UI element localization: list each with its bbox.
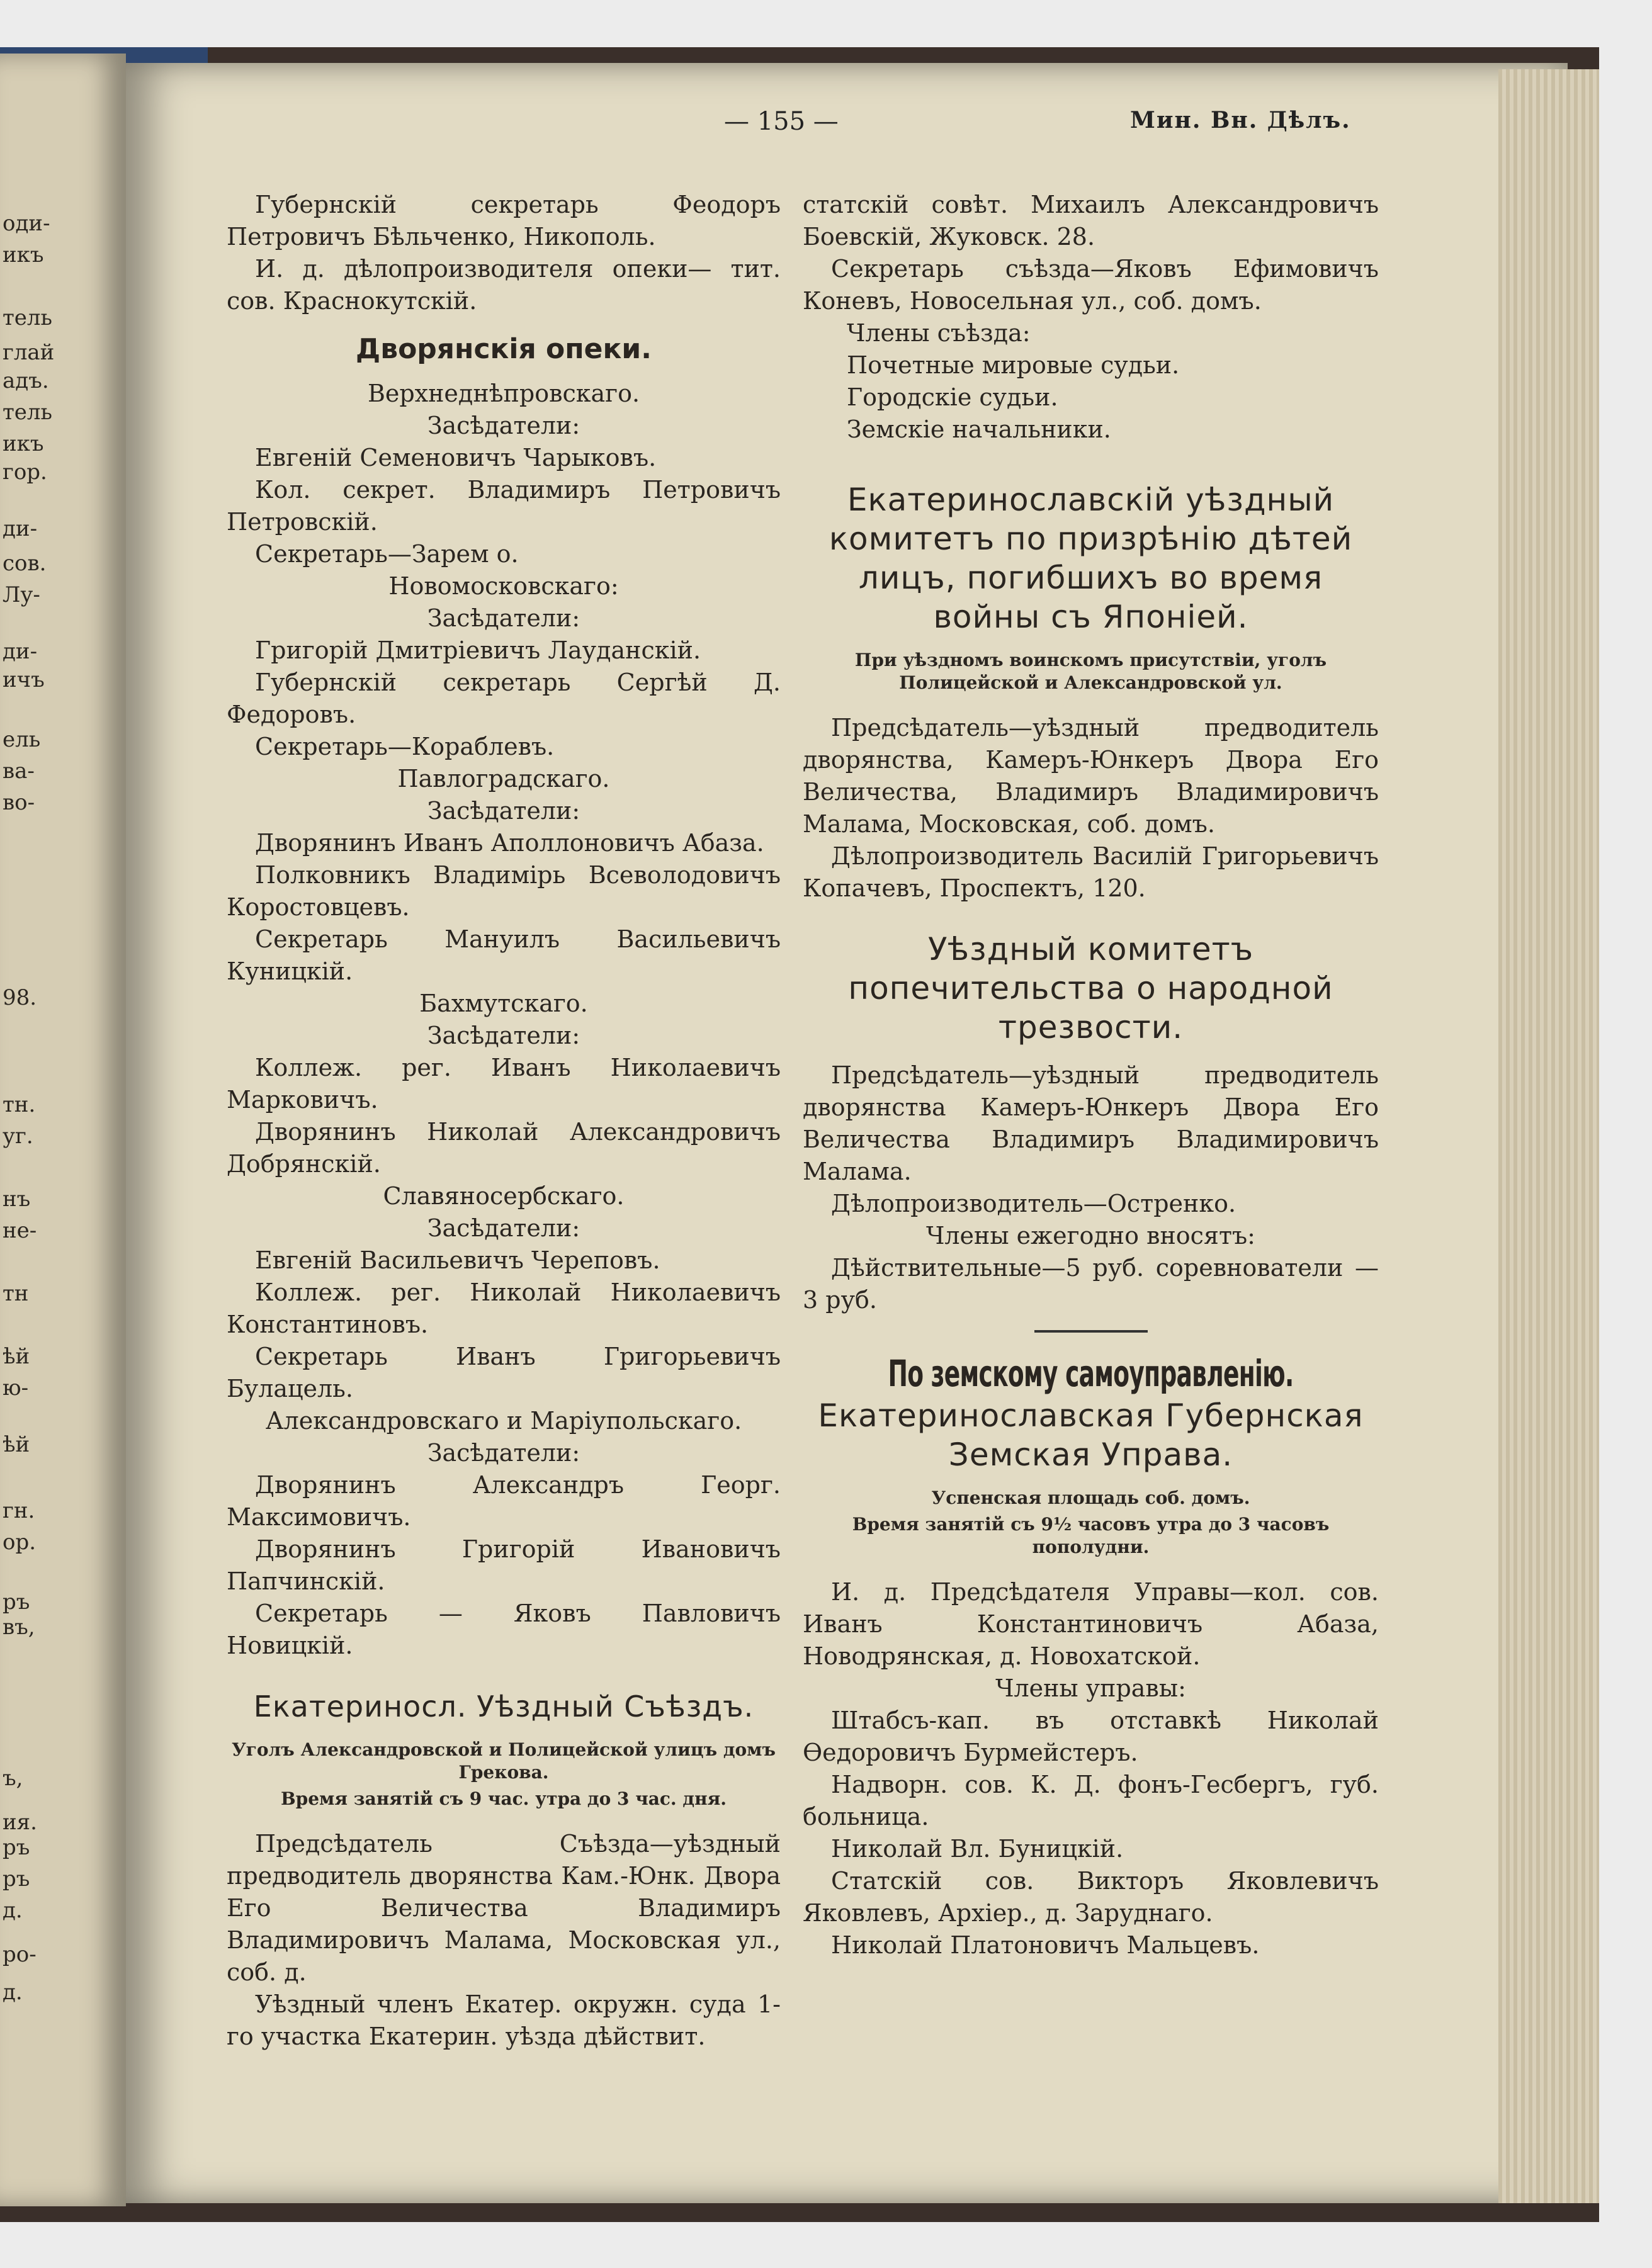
left-page-text-fragment: ди- xyxy=(3,639,38,664)
entry: Николай Вл. Буницкій. xyxy=(831,1835,1124,1863)
entry: Евгеній Васильевичъ Череповъ. xyxy=(255,1246,660,1274)
left-page-text-fragment: глай xyxy=(3,340,55,365)
left-page-text-fragment: ия. xyxy=(3,1810,37,1835)
paragraph: И. д. дѣлопроизводителя опеки— тит. сов. Краснокутскій. xyxy=(227,255,781,315)
page-edges xyxy=(1498,69,1599,2203)
left-page-text-fragment: ръ xyxy=(3,1835,30,1860)
left-page-text-fragment: адъ. xyxy=(3,368,49,393)
left-page-text-fragment: икъ xyxy=(3,431,44,456)
paragraph: И. д. Предсѣдателя Управы—кол. сов. Иванъ Константиновичъ Абаза, Новодрянская, д. Новохатской. xyxy=(803,1578,1379,1670)
paragraph: статскій совѣт. Михаилъ Александровичъ Боевскій, Жуковск. 28. xyxy=(803,191,1379,251)
left-page-text-fragment: въ, xyxy=(3,1615,35,1640)
running-title: Мин. Вн. Дѣлъ. xyxy=(1130,107,1351,133)
entry: Дворянинъ Александръ Георг. Максимовичъ. xyxy=(227,1471,781,1531)
paragraph: Секретарь съѣзда—Яковъ Ефимовичъ Коневъ, Новосельная ул., соб. домъ. xyxy=(803,255,1379,315)
district-title: Павлоградскаго. xyxy=(397,765,610,793)
entry: Дворянинъ Николай Александровичъ Добрянскій. xyxy=(227,1118,781,1178)
left-page-text-fragment: сов. xyxy=(3,551,47,576)
assessors-label: Засѣдатели: xyxy=(427,1439,580,1467)
hours-line: Время занятій съ 9 час. утра до 3 час. дня. xyxy=(280,1788,727,1809)
members-label: Члены управы: xyxy=(995,1674,1186,1702)
left-column xyxy=(227,189,781,2053)
district-title: Александровскаго и Маріупольскаго. xyxy=(265,1407,742,1435)
paragraph: Предсѣдатель Съѣзда—уѣздный предводитель дворянства Кам.-Юнк. Двора Его Величества Владимиръ Владимировичъ Малама, Московская ул., соб. д. xyxy=(227,1830,781,1986)
address-line: При уѣздномъ воинскомъ присутствіи, уголъ Полицейской и Александровской ул. xyxy=(854,650,1327,693)
section-heading: Дворянскія опеки. xyxy=(356,333,652,365)
paragraph: Дѣлопроизводитель Василій Григорьевичъ Копачевъ, Проспектъ, 120. xyxy=(803,842,1379,902)
section-divider xyxy=(1034,1330,1148,1333)
entry: Полковникъ Владимірь Всеволодовичъ Коростовцевъ. xyxy=(227,861,781,921)
entry: Евгеній Семеновичъ Чарыковъ. xyxy=(255,444,657,471)
paragraph: Уѣздный членъ Екатер. окружн. суда 1-го участка Екатерин. уѣзда дѣйствит. xyxy=(227,1990,781,2050)
left-page-text-fragment: ичъ xyxy=(3,667,45,692)
left-page-text-fragment: ва- xyxy=(3,759,35,784)
entry: Секретарь Иванъ Григорьевичъ Булацель. xyxy=(227,1343,781,1402)
entry: Члены съѣзда: xyxy=(847,319,1031,347)
entry: Дворянинъ Иванъ Аполлоновичъ Абаза. xyxy=(255,829,764,857)
left-page-text-fragment: оди- xyxy=(3,211,50,236)
assessors-label: Засѣдатели: xyxy=(427,412,580,439)
entry: Николай Платоновичъ Мальцевъ. xyxy=(831,1931,1260,1959)
entry: Дворянинъ Григорій Ивановичъ Папчинскій. xyxy=(227,1535,781,1595)
section-heading: Екатеринославская Губернская Земская Управа. xyxy=(818,1397,1364,1473)
left-page-text-fragment: ѣй xyxy=(3,1344,30,1369)
assessors-label: Засѣдатели: xyxy=(427,1214,580,1242)
entry: Секретарь Мануилъ Васильевичъ Куницкій. xyxy=(227,925,781,985)
left-page-text-fragment: тн xyxy=(3,1281,29,1306)
district-title: Новомосковскаго: xyxy=(388,572,619,600)
assessors-label: Засѣдатели: xyxy=(427,1022,580,1049)
left-page-text-fragment: ъ, xyxy=(3,1766,23,1791)
entry: Григорій Дмитріевичъ Лауданскій. xyxy=(255,636,701,664)
district-title: Славяносербскаго. xyxy=(383,1182,625,1210)
left-page-text-fragment: ѣй xyxy=(3,1432,30,1457)
paragraph: Губернскій секретарь Феодоръ Петровичъ Бѣльченко, Никополь. xyxy=(227,191,781,251)
left-page-text-fragment: 98. xyxy=(3,985,37,1010)
left-page-text-fragment: ръ xyxy=(3,1589,30,1615)
paragraph: Предсѣдатель—уѣздный предводитель дворянства, Камеръ-Юнкеръ Двора Его Величества, Владимиръ Владимировичъ Малама, Московская, соб. домъ. xyxy=(803,714,1379,838)
entry: Городскіе судьи. xyxy=(847,383,1058,411)
address-line: Уголъ Александровской и Полицейской улицъ домъ Грекова. xyxy=(232,1739,776,1783)
entry: Коллеж. рег. Николай Николаевичъ Константиновъ. xyxy=(227,1278,781,1338)
left-page-text-fragment: гн. xyxy=(3,1498,35,1523)
entry: Коллеж. рег. Иванъ Николаевичъ Марковичъ. xyxy=(227,1054,781,1114)
left-page-text-fragment: тель xyxy=(3,305,53,330)
section-heading: Уѣздный комитетъ попечительства о народной трезвости. xyxy=(848,931,1333,1046)
paragraph: Дѣлопроизводитель—Остренко. xyxy=(831,1190,1236,1217)
entry: Секретарь—Кораблевъ. xyxy=(255,733,555,760)
left-page-text-fragment: д. xyxy=(3,1898,23,1923)
left-page-text-fragment: ю- xyxy=(3,1375,29,1401)
left-page-text-fragment: ръ xyxy=(3,1866,30,1892)
part-heading: По земскому самоуправленію. xyxy=(888,1352,1294,1395)
left-page-text-fragment: ди- xyxy=(3,516,38,541)
left-page-edge xyxy=(0,54,126,2206)
district-title: Верхнеднѣпровскаго. xyxy=(367,380,640,407)
left-page-text-fragment: во- xyxy=(3,790,35,815)
left-page-text-fragment: ель xyxy=(3,727,41,752)
assessors-label: Засѣдатели: xyxy=(427,604,580,632)
left-page-text-fragment: гор. xyxy=(3,460,47,485)
left-page-text-fragment: не- xyxy=(3,1218,37,1243)
left-page-text-fragment: уг. xyxy=(3,1124,33,1149)
paragraph: Дѣйствительные—5 руб. соревнователи —3 руб. xyxy=(803,1254,1379,1314)
right-column xyxy=(803,189,1379,1961)
assessors-label: Засѣдатели: xyxy=(427,797,580,825)
left-page-text-fragment: икъ xyxy=(3,242,44,268)
paragraph: Члены ежегодно вносятъ: xyxy=(926,1222,1255,1250)
left-page-text-fragment: тель xyxy=(3,400,53,425)
section-heading: Екатеринославскій уѣздный комитетъ по призрѣнію дѣтей лицъ, погибшихъ во время войны съ Японіей. xyxy=(829,482,1353,635)
entry: Штабсъ-кап. въ отставкѣ Николай Ѳедоровичъ Бурмейстеръ. xyxy=(803,1707,1379,1766)
paragraph: Предсѣдатель—уѣздный предводитель дворянства Камеръ-Юнкеръ Двора Его Величества Владимиръ Владимировичъ Малама. xyxy=(803,1061,1379,1185)
district-title: Бахмутскаго. xyxy=(419,990,588,1017)
left-page-text-fragment: ро- xyxy=(3,1942,37,1967)
entry: Кол. секрет. Владимиръ Петровичъ Петровскій. xyxy=(227,476,781,536)
entry: Статскій сов. Викторъ Яковлевичъ Яковлевъ, Архіер., д. Заруднаго. xyxy=(803,1867,1379,1927)
left-page-text-fragment: тн. xyxy=(3,1092,36,1117)
left-page-text-fragment: ор. xyxy=(3,1530,37,1555)
entry: Секретарь — Яковъ Павловичъ Новицкій. xyxy=(227,1599,781,1659)
hours-line: Время занятій съ 9½ часовъ утра до 3 часовъ пополудни. xyxy=(852,1514,1330,1557)
left-page-text-fragment: нъ xyxy=(3,1187,31,1212)
left-page-text-fragment: д. xyxy=(3,1980,23,2005)
entry: Губернскій секретарь Сергѣй Д. Федоровъ. xyxy=(227,669,781,728)
entry: Секретарь—Зарем о. xyxy=(255,540,519,568)
left-page-text-fragment: Лу- xyxy=(3,582,40,607)
entry: Надворн. сов. К. Д. фонъ-Гесбергъ, губ. больница. xyxy=(803,1771,1379,1831)
section-heading: Екатериносл. Уѣздный Съѣздъ. xyxy=(253,1690,754,1724)
entry: Земскіе начальники. xyxy=(847,415,1111,443)
page-number: — 155 — xyxy=(724,107,839,136)
entry: Почетные мировые судьи. xyxy=(847,351,1180,379)
address-line: Успенская площадь соб. домъ. xyxy=(931,1487,1250,1508)
